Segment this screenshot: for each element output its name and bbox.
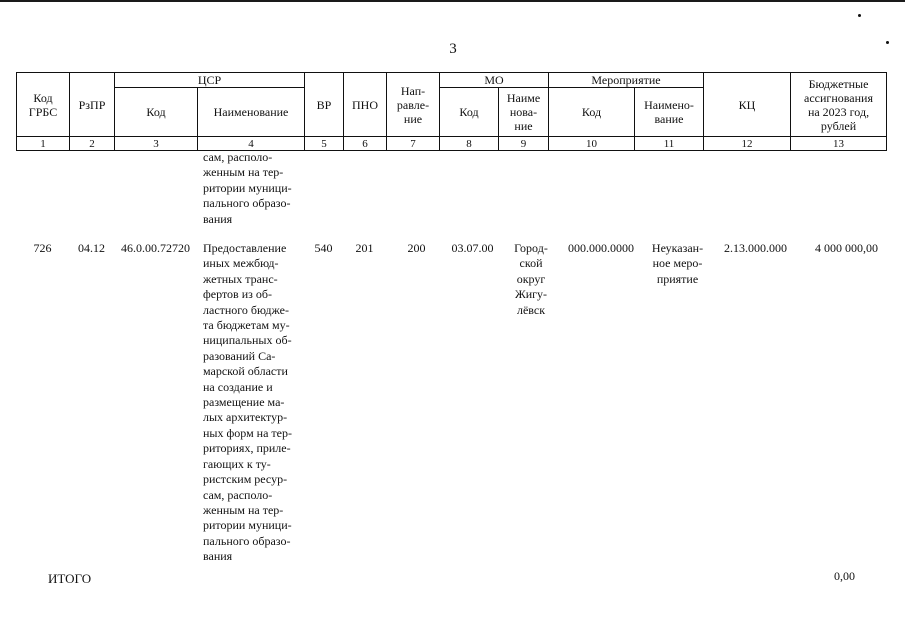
column-number: 6 [344,137,387,151]
cell-kod-grbs: 726 [33,241,52,255]
column-number: 12 [704,137,791,151]
header-kod-grbs: Код ГРБС [17,73,70,137]
header-kc: КЦ [704,73,791,137]
cell-mo-name: Город- ской округ Жигу- лёвск [514,241,548,317]
header-rzpr: РзПР [70,73,115,137]
cell-mer-name: Неуказан- ное меро- приятие [651,241,704,286]
column-number: 5 [305,137,344,151]
header-napravlenie: Нап- равле- ние [387,73,440,137]
scan-speck [886,41,889,44]
column-number: 10 [549,137,635,151]
cell-csr-kod: 46.0.00.72720 [121,241,190,255]
scan-speck [858,14,861,17]
top-border-line [0,0,905,2]
column-number: 8 [440,137,499,151]
header-mo-name: Наиме нова- ние [499,88,549,137]
column-number: 7 [387,137,440,151]
column-number: 9 [499,137,549,151]
column-number: 4 [198,137,305,151]
cell-mo-kod: 03.07.00 [451,241,494,255]
cell-amount: 4 000 000,00 [815,241,878,255]
budget-table-header [16,72,887,151]
header-vr: ВР [305,73,344,137]
total-value: 0,00 [834,569,855,583]
cell-kc: 2.13.000.000 [724,241,787,255]
header-csr-kod: Код [115,88,198,137]
header-pno: ПНО [344,73,387,137]
cell-mer-kod: 000.000.0000 [568,241,634,255]
column-number: 2 [70,137,115,151]
header-csr-name: Наименование [198,88,305,137]
cell-rzpr: 04.12 [78,241,105,255]
header-mo-kod: Код [440,88,499,137]
continuation-text: сам, располо- женным на тер- ритории муници- пального образо- вания [203,150,292,226]
column-number: 1 [17,137,70,151]
cell-pno: 201 [355,241,374,255]
page-number: 3 [449,41,457,57]
header-mer-name: Наимено- вание [635,88,704,137]
header-meropriyatie: Мероприятие [549,73,704,88]
cell-csr-name: Предоставление иных межбюд- жетных транс- фертов из об- ластного бюдже- та бюджетам му- ниципальных об- разований Са- марской области на создание и размещение ма- лых архитектур- ных форм на тер- риториях, приле- гающих к ту- ристским ресур- сам, располо- женным на тер- ритории муници- пального образо- вания [203,241,292,564]
cell-vr: 540 [314,241,333,255]
column-number: 3 [115,137,198,151]
header-csr: ЦСР [115,73,305,88]
cell-napravlenie: 200 [407,241,426,255]
header-mo: МО [440,73,549,88]
header-mer-kod: Код [549,88,635,137]
header-budget: Бюджетные ассигнования на 2023 год, рублей [791,73,887,137]
total-label: ИТОГО [48,571,92,586]
column-number: 13 [791,137,887,151]
column-number: 11 [635,137,704,151]
